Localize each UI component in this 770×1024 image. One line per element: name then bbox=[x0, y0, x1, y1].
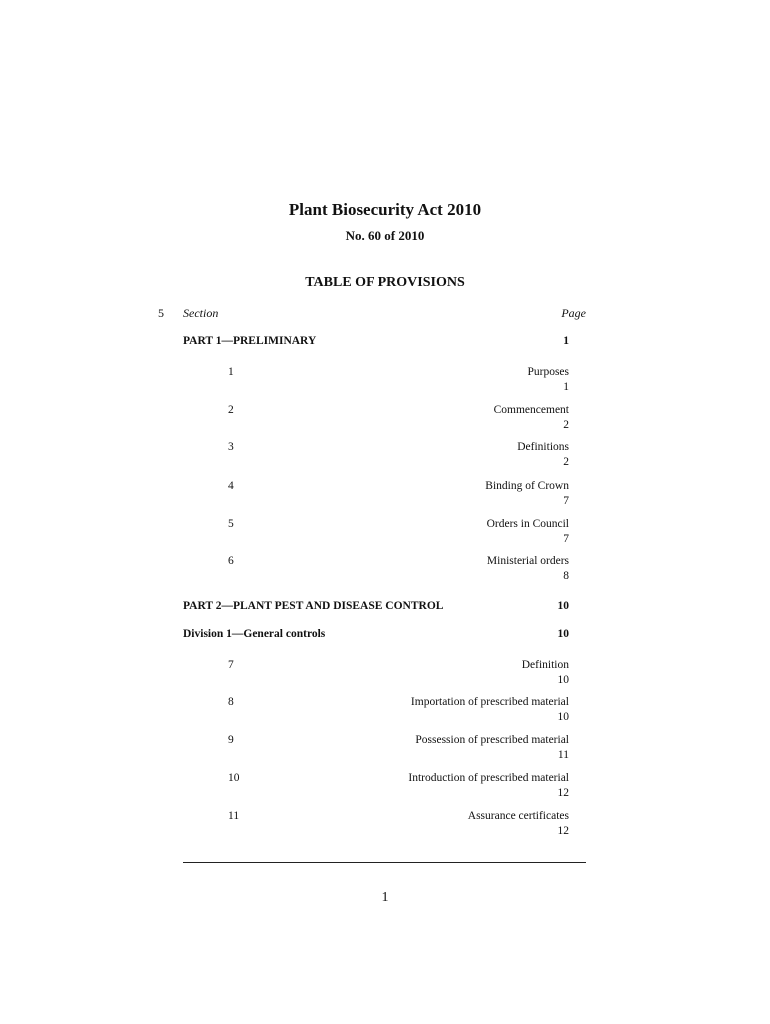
margin-line-number: 5 bbox=[158, 306, 164, 320]
provision-title: Assurance certificates bbox=[467, 810, 569, 822]
heading-text: PART 1—PRELIMINARY bbox=[183, 335, 317, 347]
heading-page: 10 bbox=[557, 628, 569, 640]
provision-number: 1 bbox=[228, 366, 234, 378]
page-column-label: Page bbox=[561, 306, 586, 320]
provision-title: Purposes bbox=[527, 366, 569, 378]
provision-page: 11 bbox=[557, 749, 569, 761]
act-title: Plant Biosecurity Act 2010 bbox=[288, 200, 482, 219]
heading-text: Division 1—General controls bbox=[183, 628, 326, 640]
provision-page: 2 bbox=[563, 419, 569, 431]
heading-page: 1 bbox=[563, 335, 569, 347]
footer-rule bbox=[183, 862, 586, 863]
provision-number: 10 bbox=[228, 772, 240, 784]
provision-number: 7 bbox=[228, 659, 234, 671]
provision-title: Orders in Council bbox=[486, 518, 569, 530]
provision-number: 2 bbox=[228, 404, 234, 416]
section-column-label: Section bbox=[183, 306, 219, 320]
provision-number: 5 bbox=[228, 518, 234, 530]
heading-page: 10 bbox=[557, 600, 569, 612]
provision-title: Ministerial orders bbox=[486, 555, 569, 567]
provision-number: 11 bbox=[228, 810, 240, 822]
provision-page: 10 bbox=[557, 674, 569, 686]
provision-page: 8 bbox=[563, 570, 569, 582]
provision-title: Binding of Crown bbox=[485, 480, 569, 492]
provision-page: 7 bbox=[563, 495, 569, 507]
page-number: 1 bbox=[381, 890, 389, 905]
provision-number: 9 bbox=[228, 734, 234, 746]
provision-number: 3 bbox=[228, 441, 234, 453]
provision-page: 1 bbox=[563, 381, 569, 393]
provision-title: Possession of prescribed material bbox=[415, 734, 569, 746]
provision-title: Definition bbox=[521, 659, 569, 671]
provision-page: 2 bbox=[563, 456, 569, 468]
provision-page: 10 bbox=[557, 711, 569, 723]
heading-text: PART 2—PLANT PEST AND DISEASE CONTROL bbox=[183, 600, 444, 612]
act-number: No. 60 of 2010 bbox=[345, 228, 425, 243]
provision-page: 12 bbox=[557, 787, 569, 799]
provision-page: 7 bbox=[563, 533, 569, 545]
provision-number: 6 bbox=[228, 555, 234, 567]
provision-title: Definitions bbox=[517, 441, 569, 453]
provision-page: 12 bbox=[557, 825, 569, 837]
provision-title: Commencement bbox=[493, 404, 569, 416]
provision-number: 4 bbox=[228, 480, 234, 492]
provision-title: Importation of prescribed material bbox=[410, 696, 569, 708]
provision-number: 8 bbox=[228, 696, 234, 708]
provision-title: Introduction of prescribed material bbox=[408, 772, 569, 784]
toc-title: TABLE OF PROVISIONS bbox=[305, 275, 465, 290]
